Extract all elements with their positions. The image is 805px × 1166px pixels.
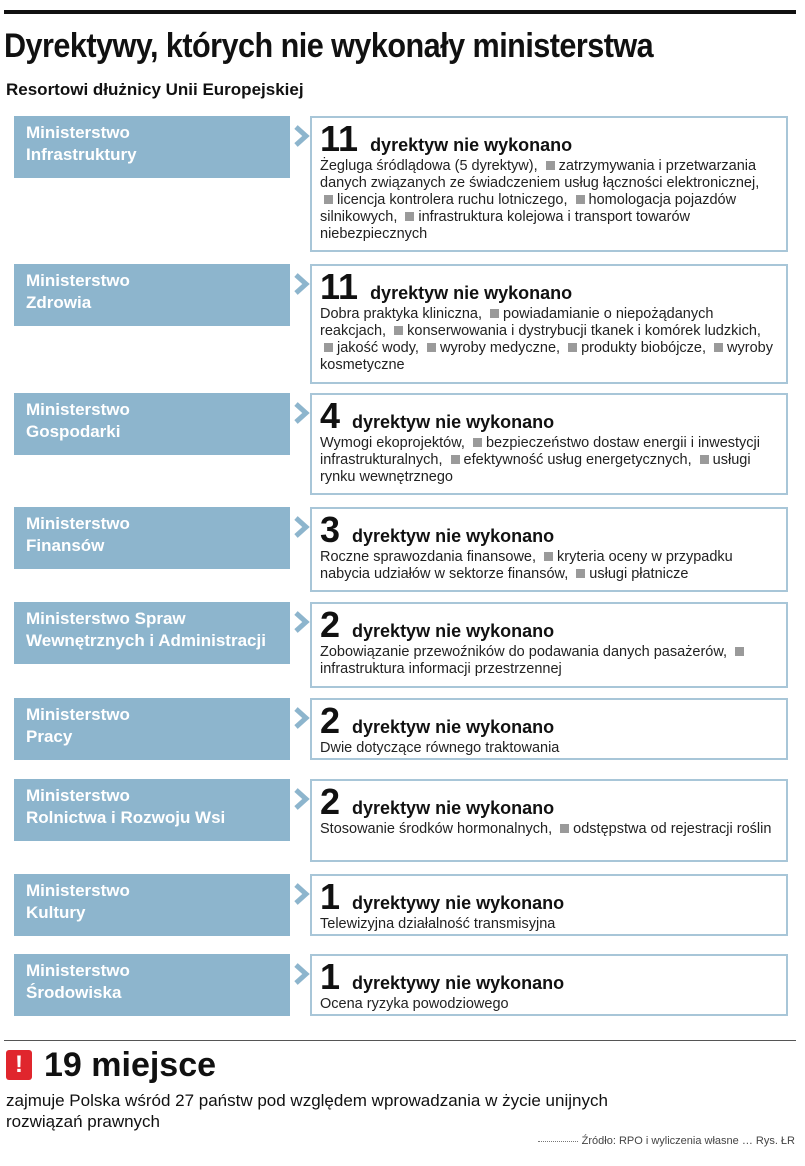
directive-item: wyroby kosmetyczne <box>320 340 773 373</box>
ministry-row <box>14 698 790 760</box>
ministry-row <box>14 874 790 936</box>
card-header <box>320 268 778 306</box>
directive-item: usługi płatnicze <box>589 566 689 582</box>
directive-label: dyrektyw nie wykonano <box>370 135 573 155</box>
directive-label: dyrektyw nie wykonano <box>370 283 573 303</box>
directive-items <box>320 158 778 243</box>
ministry-name: Ministerstwo Spraw Wewnętrznych i Administracji <box>14 602 290 664</box>
directive-item: produkty biobójcze, <box>581 340 711 356</box>
card-header <box>320 606 778 644</box>
directive-card <box>310 779 788 862</box>
directive-item: infrastruktura kolejowa i transport towarów niebezpiecznych <box>320 209 690 242</box>
directive-item: infrastruktura informacji przestrzennej <box>320 661 562 677</box>
bullet-square-icon <box>490 309 499 318</box>
directive-item: Zobowiązanie przewoźników do podawania danych pasażerów, <box>320 644 732 660</box>
ministry-row <box>14 264 790 384</box>
directive-count: 1 <box>320 876 341 917</box>
bullet-square-icon <box>394 326 403 335</box>
directive-label: dyrektyw nie wykonano <box>352 621 555 641</box>
card-header <box>320 120 778 158</box>
bullet-square-icon <box>473 438 482 447</box>
directive-count: 4 <box>320 395 341 436</box>
directive-card <box>310 874 788 936</box>
directive-count: 3 <box>320 509 341 550</box>
ministry-name: Ministerstwo Rolnictwa i Rozwoju Wsi <box>14 779 290 841</box>
directive-item: odstępstwa od rejestracji roślin <box>573 821 772 837</box>
directive-items <box>320 644 778 678</box>
bullet-square-icon <box>560 824 569 833</box>
directive-label: dyrektywy nie wykonano <box>352 893 565 913</box>
directive-item: Stosowanie środków hormonalnych, <box>320 821 557 837</box>
ministry-name: Ministerstwo Gospodarki <box>14 393 290 455</box>
chart-title: Dyrektywy, których nie wykonały ministerstwa <box>4 27 654 65</box>
directive-item: Telewizyjna działalność transmisyjna <box>320 916 556 932</box>
directive-items <box>320 821 778 838</box>
chart-subtitle: Resortowi dłużnicy Unii Europejskiej <box>6 80 304 99</box>
directive-label: dyrektyw nie wykonano <box>352 798 555 818</box>
directive-item: Wymogi ekoprojektów, <box>320 435 469 451</box>
directive-count: 11 <box>320 266 359 307</box>
directive-card <box>310 698 788 760</box>
directive-card <box>310 393 788 495</box>
directive-card <box>310 116 788 252</box>
bullet-square-icon <box>544 552 553 561</box>
card-header <box>320 783 778 821</box>
directive-item: usługi rynku wewnętrznego <box>320 452 751 485</box>
bullet-square-icon <box>324 343 333 352</box>
card-header <box>320 702 778 740</box>
directive-item: konserwowania i dystrybucji tkanek i komórek ludzkich, <box>407 323 761 339</box>
directive-items <box>320 549 778 583</box>
card-header <box>320 511 778 549</box>
bullet-square-icon <box>427 343 436 352</box>
directive-item: wyroby medyczne, <box>439 340 565 356</box>
directive-card <box>310 507 788 592</box>
directive-card <box>310 954 788 1016</box>
directive-count: 2 <box>320 781 341 822</box>
ministry-name: Ministerstwo Środowiska <box>14 954 290 1016</box>
directive-items <box>320 306 778 374</box>
directive-count: 1 <box>320 956 341 997</box>
ministry-row <box>14 602 790 688</box>
bullet-square-icon <box>714 343 723 352</box>
bullet-square-icon <box>735 647 744 656</box>
directive-items <box>320 996 778 1013</box>
directive-count: 2 <box>320 604 341 645</box>
directive-item: bezpieczeństwo dostaw energii i inwestycji infrastrukturalnych, <box>320 435 760 468</box>
bottom-rule <box>4 1040 796 1041</box>
ministry-row <box>14 116 790 252</box>
ministry-row <box>14 779 790 862</box>
directive-label: dyrektyw nie wykonano <box>352 412 555 432</box>
bullet-square-icon <box>576 195 585 204</box>
ministry-name: Ministerstwo Finansów <box>14 507 290 569</box>
directive-items <box>320 435 778 486</box>
bullet-square-icon <box>700 455 709 464</box>
directive-item: efektywność usług energetycznych, <box>463 452 696 468</box>
ministry-name: Ministerstwo Pracy <box>14 698 290 760</box>
directive-item: jakość wody, <box>337 340 423 356</box>
source-note: Źródło: RPO i wyliczenia własne … Rys. ŁR <box>538 1135 795 1147</box>
directive-item: Dobra praktyka kliniczna, <box>320 306 487 322</box>
ministry-row <box>14 954 790 1016</box>
directive-item: Ocena ryzyka powodziowego <box>320 996 509 1012</box>
directive-item: homologacja pojazdów silnikowych, <box>320 192 737 225</box>
directive-card <box>310 264 788 384</box>
directive-item: zatrzymywania i przetwarzania danych związanych ze świadczeniem usług łączności elektronicznej, <box>320 158 760 191</box>
directive-item: licencja kontrolera ruchu lotniczego, <box>337 192 572 208</box>
ministry-row <box>14 507 790 592</box>
ministry-name: Ministerstwo Kultury <box>14 874 290 936</box>
ministry-row <box>14 393 790 495</box>
directive-card <box>310 602 788 688</box>
directive-items <box>320 916 778 933</box>
directive-label: dyrektyw nie wykonano <box>352 717 555 737</box>
ministry-name: Ministerstwo Infrastruktury <box>14 116 290 178</box>
bullet-square-icon <box>546 161 555 170</box>
bullet-square-icon <box>324 195 333 204</box>
directive-item: kryteria oceny w przypadku nabycia udziałów w sektorze finansów, <box>320 549 733 582</box>
bullet-square-icon <box>405 212 414 221</box>
card-header <box>320 397 778 435</box>
rank-description: zajmuje Polska wśród 27 państw pod względem wprowadzania w życie unijnych rozwiązań prawnych <box>6 1091 608 1131</box>
bullet-square-icon <box>568 343 577 352</box>
directive-item: Dwie dotyczące równego traktowania <box>320 740 560 756</box>
directive-item: Żegluga śródlądowa (5 dyrektyw), <box>320 158 542 174</box>
bullet-square-icon <box>451 455 460 464</box>
directive-items <box>320 740 778 757</box>
directive-label: dyrektywy nie wykonano <box>352 973 565 993</box>
directive-count: 11 <box>320 118 359 159</box>
card-header <box>320 878 778 916</box>
bullet-square-icon <box>576 569 585 578</box>
card-header <box>320 958 778 996</box>
directive-item: Roczne sprawozdania finansowe, <box>320 549 541 565</box>
directive-label: dyrektyw nie wykonano <box>352 526 555 546</box>
rank-headline: 19 miejsce <box>44 1046 217 1084</box>
directive-count: 2 <box>320 700 341 741</box>
directive-item: powiadamianie o niepożądanych reakcjach, <box>320 306 714 339</box>
ministry-name: Ministerstwo Zdrowia <box>14 264 290 326</box>
exclamation-icon: ! <box>6 1050 32 1080</box>
